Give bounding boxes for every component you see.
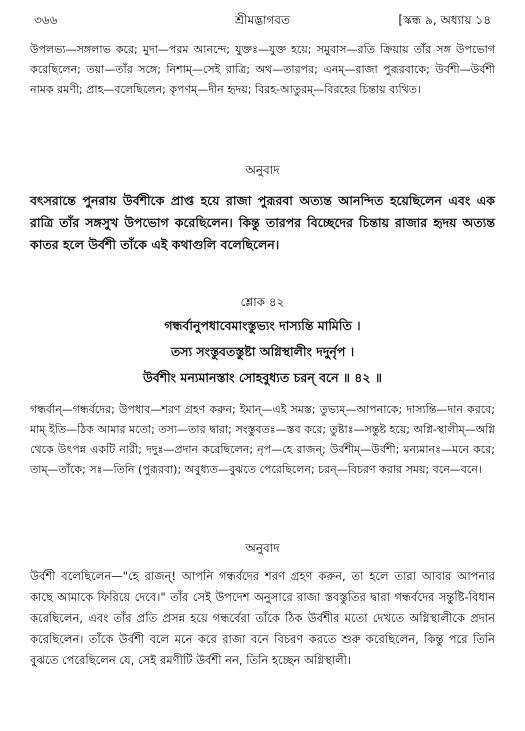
verse-block — [30, 291, 495, 391]
translation-block-1 — [30, 162, 495, 256]
word-meanings-2: গন্ধর্বান্—গন্ধর্বদের; উপধাব—শরণ গ্রহণ করুন; ইমান্—এই সমস্ত; তুভ্যম্—আপনাকে; দাস্যন্তি—দান করবে; মাম্ ইতি—ঠিক আমার মতো; তস্য—তার দ্বারা; সংস্তুবতঃ—স্তব করে; তুষ্টাঃ—সন্তুষ্ট হয়ে; অগ্নি-স্থালীম্—অগ্নি থেকে উৎপন্ন একটি নারী; দদুঃ—প্রদান করেছিলেন; নৃপ—হে রাজন্; উর্বশীম্—উর্বশী; মন্যমানঃ—মনে করে; তাম্—তাঁকে; সঃ—তিনি (পুরূরবা); অবুধ্যত—বুঝতে পেরেছিলেন; চরন্—বিচরণ করার সময়; বনে—বনে। — [30, 403, 495, 476]
verse-heading: শ্লোক ৪২ — [240, 295, 285, 309]
translation-heading-1: অনুবাদ — [245, 163, 280, 177]
synonyms-block-2 — [30, 400, 495, 480]
translation-text-2: উর্বশী বলেছিলেন—"হে রাজন্! আপনি গন্ধর্বদের শরণ গ্রহণ করুন, তা হলে তারা আবার আপনার কাছে আমাকে ফিরিয়ে দেবে।" তাঁর সেই উপদেশ অনুসারে রাজা স্তবস্তুতির দ্বারা গন্ধর্বদের সন্তুষ্টি-বিধান করেছিলেন, এবং তাঁর প্রতি প্রসন্ন হয়ে গন্ধর্বেরা তাঁকে ঠিক উর্বশীর মতো দেখতে অগ্নিস্থালীকে প্রদান করেছিলেন। তাঁকে উর্বশী বলে মনে করে রাজা বনে বিচরণ করতে শুরু করেছিলেন, কিন্তু পরে তিনি বুঝতে পেরেছিলেন যে, সেই রমণীটি উর্বশী নন, তিনি হচ্ছেন অগ্নিস্থালী। — [30, 569, 495, 667]
page-number: ৩৬৬ — [34, 13, 58, 27]
translation-heading-2: অনুবাদ — [245, 541, 280, 555]
translation-text-1: বৎসরান্তে পুনরায় উর্বশীকে প্রাপ্ত হয়ে রাজা পুরূরবা অত্যন্ত আনন্দিত হয়েছিলেন এবং এক রাত্রি তাঁর সঙ্গসুখ উপভোগ করেছিলেন। কিন্তু তারপর বিচ্ছেদের চিন্তায় রাজার হৃদয় অত্যন্ত কাতর হলে উর্বশী তাঁকে এই কথাগুলি বলেছিলেন। — [30, 193, 495, 252]
verse-line-2: তস্য সংস্তুবতস্তুষ্টা অগ্নিস্থালীং দদুর্নৃপ । — [170, 344, 355, 359]
page-header — [34, 8, 491, 30]
section-reference: [স্কন্ধ ৯, অধ্যায় ১৪ — [398, 13, 491, 27]
verse-line-1: গন্ধর্বানুপধাবেমাংস্তুভ্যং দাস্যন্তি মামিতি । — [164, 318, 361, 333]
verse-line-3: উর্বশীং মন্যমানস্তাং সোহবুধ্যত চরন্ বনে ॥ ৪২ ॥ — [143, 370, 382, 385]
running-title: শ্রীমদ্ভাগবত — [234, 13, 290, 27]
word-meanings-1: উপলভ্য—সঙ্গলাভ করে; মুদা—পরম আনন্দে; যুক্তঃ—যুক্ত হয়ে; সমুবাস—রতি ক্রিয়ায় তাঁর সঙ্গ উপভোগ করেছিলেন; তয়া—তাঁর সঙ্গে; নিশাম্—সেই রাত্রি; অথ—তারপর; এনম্—রাজা পুরূরবাকে; উর্বশী—উর্বশী নামক রমণী; প্রাহ—বলেছিলেন; কৃপণম্—দীন হৃদয়; বিরহ-আতুরম্—বিরহের চিন্তায় ব্যথিত। — [30, 43, 495, 96]
translation-block-2 — [30, 540, 495, 671]
synonyms-block-1 — [30, 40, 495, 100]
